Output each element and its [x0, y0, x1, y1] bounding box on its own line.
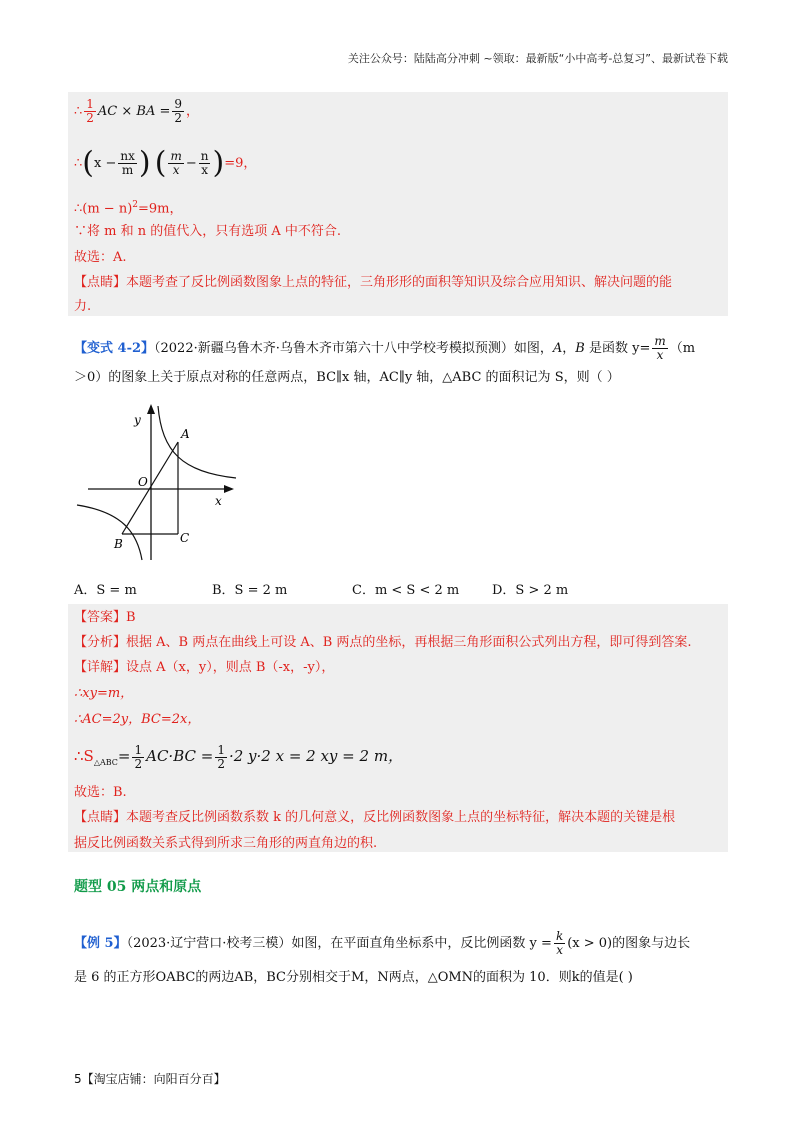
figure-label-c: C	[180, 531, 190, 545]
note2-line-1: 【点睛】本题考查反比例函数系数 k 的几何意义，反比例函数图象上点的坐标特征，解决本题的关键是根	[74, 810, 676, 825]
variant-line-2: ＞0）的图象上关于原点对称的任意两点，BC∥x 轴，AC∥y 轴，△ABC 的面积记为 S，则（ ）	[74, 370, 620, 385]
example-line-1: 【例 5】（2023·辽宁营口·校考三模）如图，在平面直角坐标系中，反比例函数 y = $\frac{k}{x}$ (x > 0)的图象与边长	[74, 929, 691, 957]
figure-label-o: O	[138, 475, 148, 489]
option-d: D．S > 2 m	[492, 583, 569, 598]
section-title: 题型 05 两点和原点	[74, 879, 202, 895]
answer-line: 【答案】B	[74, 610, 136, 625]
detail-line: 【详解】设点 A（x，y），则点 B（-x，-y），	[74, 660, 335, 675]
text-line-5: 故选：A.	[74, 250, 127, 265]
note2-line-2: 据反比例函数关系式得到所求三角形的两直角边的积.	[74, 836, 378, 851]
figure-label-x: x	[215, 494, 222, 508]
figure-label-a: A	[181, 427, 190, 441]
figure-label-y: y	[134, 413, 141, 427]
page-header: 关注公众号：陆陆高分冲刺 ~领取：最新版“小中高考-总复习”、最新试卷下载	[347, 52, 728, 65]
option-a: A．S = m	[74, 583, 137, 598]
example-line-2: 是 6 的正方形OABC的两边AB，BC分别相交于M，N两点，△OMN的面积为 10．则k的值是( )	[74, 970, 633, 985]
note-line-2: 力.	[74, 299, 92, 314]
analysis-line: 【分析】根据 A、B 两点在曲线上可设 A、B 两点的坐标，再根据三角形面积公式列出方程，即可得到答案.	[74, 635, 692, 650]
variant-line-1: 【变式 4-2】（2022·新疆乌鲁木齐·乌鲁木齐市第六十八中学校考模拟预测）如图，A，B 是函数 y= $\frac{m}{x}$ （m	[74, 334, 696, 362]
step-line-2: ∴AC=2y，BC=2x，	[74, 712, 201, 727]
option-b: B．S = 2 m	[212, 583, 288, 598]
text-line-4: ∵将 m 和 n 的值代入，只有选项 A 中不符合.	[74, 224, 342, 239]
figure-label-b: B	[114, 537, 123, 551]
note-line-1: 【点睛】本题考查了反比例函数图象上点的特征，三角形形的面积等知识及综合应用知识、解决问题的能	[74, 275, 673, 290]
step-line-4: 故选：B.	[74, 785, 127, 800]
eq-line-3: ∴(m − n)$^2$=9m，	[74, 200, 183, 217]
hyperbola-figure	[72, 402, 252, 562]
page-footer: 5【淘宝店铺：向阳百分百】	[74, 1072, 226, 1086]
step-line-1: ∴xy=m，	[74, 686, 134, 701]
eq-line-2: ∴(x − $\frac{nx}{m}$ ) ( $\frac{m}{x}$ − $\frac{n}{x}$ )=9，	[74, 145, 257, 181]
eq-line-1: ∴ $\frac{1}{2}$ AC × BA = $\frac{9}{2}$ ，	[74, 97, 200, 125]
option-c: C．m < S < 2 m	[352, 583, 460, 598]
step-line-3: $\therefore S_{\triangle ABC}=$ $\frac{1}{2}$ AC·BC = $\frac{1}{2}$ ·2 y·2 x = 2 xy = 2 m，	[74, 743, 404, 771]
